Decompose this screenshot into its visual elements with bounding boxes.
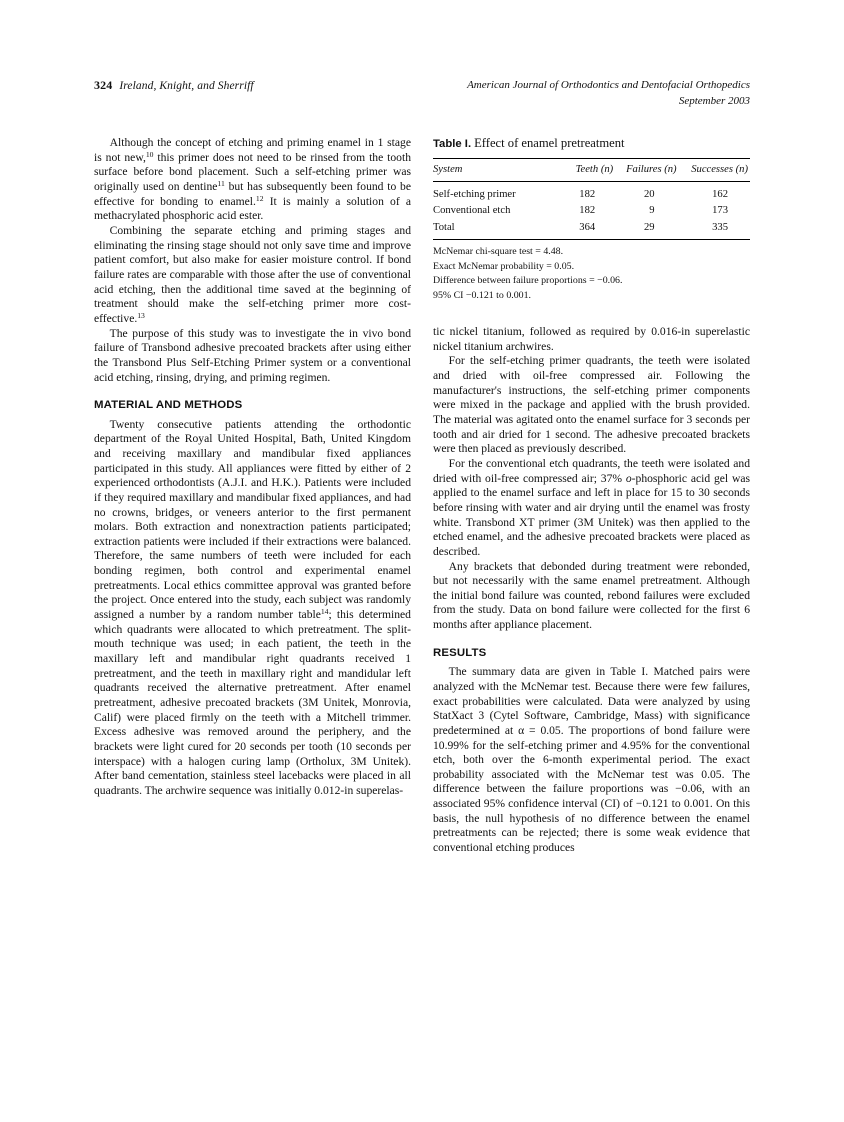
table-row — [433, 202, 750, 219]
results-paragraphs — [433, 665, 750, 856]
cell-system: Total — [433, 222, 455, 234]
cell-failures: 9 — [649, 205, 655, 217]
methods-paragraphs — [94, 418, 411, 799]
table-col-failures: Failures (n) — [623, 158, 686, 181]
reference-superscript: 13 — [137, 310, 145, 320]
table-footnote: 95% CI −0.121 to 0.001. — [433, 289, 532, 301]
body-paragraph: For the conventional etch quadrants, the teeth were isolated and dried with oil-free compressed air; 37% o-phosphoric acid gel was applied to the enamel surface and left in place for 15 to 30 seconds before rinsing with water and air drying until the enamel was frosty white. Transbond XT primer (3M Unitek) was then applied to the etched enamel, and the adhesive precoated brackets were placed as described. — [433, 456, 750, 558]
table-footnotes — [433, 240, 750, 303]
body-paragraph: Twenty consecutive patients attending the orthodontic department of the Royal United Hospital, Bath, United Kingdom and receiving maxillary and mandibular fixed appliances participated in this study. All appliances were fitted by either of 2 experienced orthodontists (A.J.I. and H.K.). Patients were included if they required maxillary and mandibular fixed appliances, and had no crowns, bridges, or veneers anterior to the first permanent molars. Both extraction and nonextraction patients participated; extraction patients were included if their extractions were balanced. Therefore, the same numbers of teeth were included for each bonding regimen, both control and experimental enamel pretreatments. Local ethics committee approval was granted before the project. Once entered into the study, each subject was randomly assigned a number by a random number table$^{14}$; this determined which quadrants were allocated to which pretreatment. The split-mouth technique was used; in each patient, the teeth in the maxillary left and mandibular right quadrants received 1 pretreatment, and the teeth in maxillary right and mandidular left quadrants received the alternative pretreatment. After enamel pretreatment, adhesive precoated brackets (3M Unitek, Monrovia, Calif) were placed firmly on the teeth with a Mitchell trimmer. Excess adhesive was removed around the periphery, and the brackets were light cured for 20 seconds per tooth (10 seconds per interspace) with a halogen curing lamp (Ortholux, 3M Unitek). After band cementation, stainless steel lacebacks were placed in all quadrants. The archwire sequence was initially 0.012-in superelas- — [94, 417, 411, 797]
table-title: Effect of enamel pretreatment — [474, 136, 625, 150]
running-head — [94, 78, 750, 110]
reference-superscript: 11 — [217, 179, 225, 188]
reference-superscript: 10 — [145, 149, 154, 159]
table-caption — [433, 136, 750, 152]
table-col-teeth: Teeth (n) — [560, 158, 623, 181]
body-paragraph: tic nickel titanium, followed as required by 0.016-in superelastic nickel titanium archwires. — [433, 325, 750, 353]
running-head-right — [467, 78, 750, 110]
reference-superscript: 12 — [255, 193, 264, 203]
cell-teeth: 364 — [579, 222, 596, 234]
running-head-left — [94, 78, 254, 93]
running-head-authors: Ireland, Knight, and Sherriff — [119, 80, 254, 92]
body-paragraph: The summary data are given in Table I. Matched pairs were analyzed with the McNemar test. Because there were few failures, exact probabilities were calculated. Data were analyzed by using StatXact 3 (Cytel Software, Cambridge, Mass) with significance predetermined at α = 0.05. The proportions of bond failure were 10.99% for the self-etching primer and 4.95% for the conventional etch, both over the 6-month experimental period. The exact probability associated with the McNemar test was 0.05. The difference between the failure proportions was −0.06, with an associated 95% confidence interval (CI) of −0.121 to 0.001. On this basis, the null hypothesis of no difference between the enamel pretreatments can be rejected; there is some weak evidence that conventional etching produces — [433, 665, 750, 855]
right-paragraphs — [433, 325, 750, 633]
table-1-block — [433, 136, 750, 303]
cell-failures: 29 — [643, 222, 655, 234]
italic-text: o — [625, 471, 632, 485]
table-footnote: McNemar chi-square test = 4.48. — [433, 246, 564, 258]
body-paragraph: Although the concept of etching and priming enamel in 1 stage is not new,$^{10}$ this primer does not need to be rinsed from the tooth surface before bond placement. Such a self-etching primer was originally used on dentine$^{11}$ but has subsequently been found to be effective for bonding to enamel.$^{12}$ It is mainly a solution of a methacrylated phosphoric acid ester. — [94, 136, 411, 223]
cell-successes: 335 — [712, 222, 728, 234]
table-footnote: Difference between failure proportions = −0.06. — [433, 275, 623, 287]
body-paragraph: The purpose of this study was to investigate the in vivo bond failure of Transbond adhesive precoated brackets after using either the Transbond Plus Self-Etching Primer system or a conventional acid etching, rinsing, drying, and priming regimen. — [94, 326, 411, 384]
page-number: 324 — [94, 78, 113, 92]
table-row — [433, 181, 750, 202]
body-paragraph: Any brackets that debonded during treatment were rebonded, but not necessarily with the same enamel pretreatment. Although the initial bond failure was counted, rebond failures were excluded from the study. Data on bond failure were collected for the first 6 months after appliance placement. — [433, 559, 750, 632]
cell-successes: 162 — [712, 188, 728, 200]
journal-title: American Journal of Orthodontics and Dentofacial Orthopedics — [467, 79, 750, 91]
cell-successes: 173 — [712, 205, 728, 217]
body-paragraph: Combining the separate etching and priming stages and eliminating the rinsing stage should not only save time and improve patient comfort, but also make for easier moisture control. If bond failure rates are comparable with those after the use of conventional acid etching, then the additional time saved at the beginning of treatment should make the self-etching primer more cost-effective.$^{13}$ — [94, 223, 411, 325]
table-footnote: Exact McNemar probability = 0.05. — [433, 260, 575, 272]
cell-failures: 20 — [643, 188, 655, 200]
table-row — [433, 219, 750, 239]
table-col-system: System — [433, 158, 560, 181]
left-column — [94, 136, 411, 799]
section-heading-material-and-methods: MATERIAL AND METHODS — [94, 399, 243, 412]
issue-date: September 2003 — [678, 94, 750, 107]
section-heading-results: RESULTS — [433, 646, 487, 659]
cell-teeth: 182 — [579, 205, 596, 217]
table-enamel-pretreatment — [433, 158, 750, 240]
reference-superscript: 14 — [320, 607, 329, 617]
table-col-successes: Successes (n) — [687, 158, 750, 181]
cell-system: Self-etching primer — [433, 188, 516, 200]
cell-teeth: 182 — [579, 188, 596, 200]
cell-system: Conventional etch — [433, 205, 511, 217]
table-label: Table I. — [433, 138, 472, 150]
body-paragraph: For the self-etching primer quadrants, the teeth were isolated and dried with oil-free compressed air. Following the manufacturer's instructions, the self-etching primer components were mixed in the package and applied with the brush provided. The material was agitated onto the enamel surface for 3 seconds per tooth and air dried for 1 second. The adhesive precoated brackets were then placed as previously described. — [433, 354, 750, 456]
intro-paragraphs — [94, 136, 411, 385]
table-body — [433, 181, 750, 239]
right-column — [433, 325, 750, 856]
table-header-row — [433, 158, 750, 181]
